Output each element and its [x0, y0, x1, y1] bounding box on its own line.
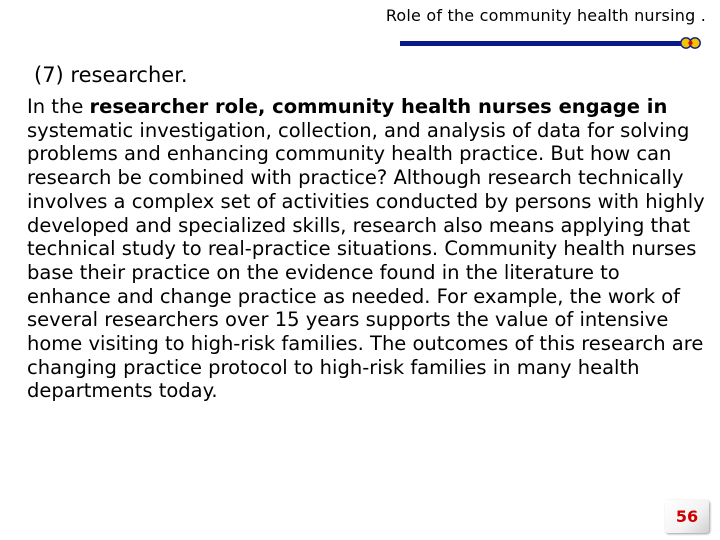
- body-emphasis-text: researcher role, community health nurses engage in: [89, 95, 668, 118]
- body-main-text: systematic investigation, collection, and analysis of data for solving problems and enhancing community health practice. But how can research be combined with practice? Although research technically involves a complex set of activities conducted by persons with highly developed and specialized skills, research also means applying that technical study to real-practice situations. Community health nurses base their practice on the evidence found in the literature to enhance and change practice as needed. For example, the work of several researchers over 15 years supports the value of intensive home visiting to high-risk families. The outcomes of this research are changing practice protocol to high-risk families in many health departments today.: [27, 118, 705, 403]
- page-number: 56: [675, 507, 699, 526]
- header-title: Role of the community health nursing .: [385, 6, 706, 25]
- body-paragraph: [27, 95, 707, 403]
- page-number-badge: [665, 500, 709, 533]
- body-lead-text: In the: [27, 95, 90, 118]
- header-rule: [400, 41, 682, 46]
- header-bullet-icon: [680, 37, 702, 49]
- section-heading: (7) researcher.: [34, 63, 188, 87]
